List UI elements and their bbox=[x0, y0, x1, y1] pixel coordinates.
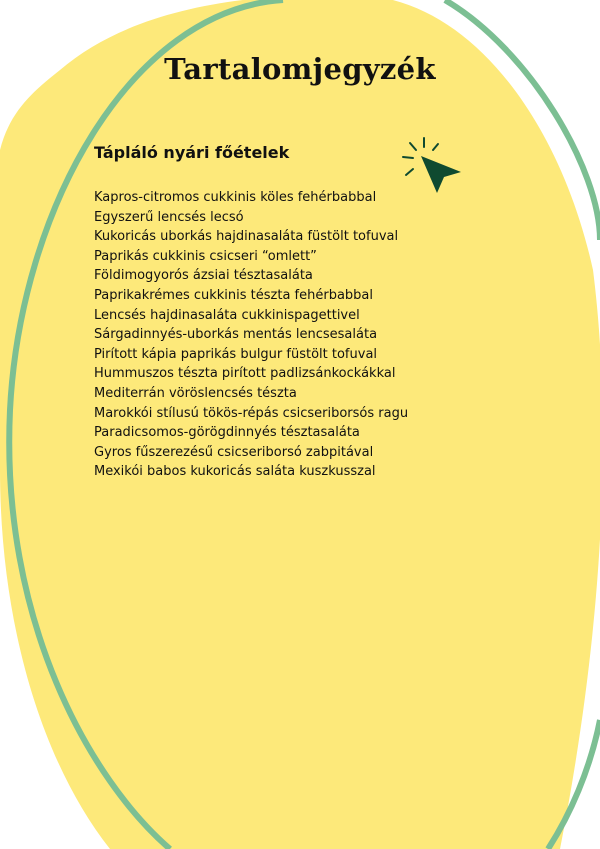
list-item: Gyros fűszerezésű csicseriborsó zabpitával bbox=[94, 444, 374, 460]
list-item: Mexikói babos kukoricás saláta kuszkusszal bbox=[94, 464, 376, 480]
recipe-list bbox=[94, 188, 408, 482]
list-item: Egyszerű lencsés lecsó bbox=[94, 209, 244, 225]
list-item: Sárgadinnyés-uborkás mentás lencsesaláta bbox=[94, 327, 378, 343]
list-item: Kukoricás uborkás hajdinasaláta füstölt tofuval bbox=[94, 229, 399, 245]
list-item: Hummuszos tészta pirított padlizsánkockákkal bbox=[94, 366, 396, 382]
section-heading: Tápláló nyári főételek bbox=[94, 143, 290, 162]
list-item: Paprikakrémes cukkinis tészta fehérbabbal bbox=[94, 287, 374, 303]
list-item: Kapros-citromos cukkinis köles fehérbabbal bbox=[94, 190, 377, 205]
list-item: Mediterrán vöröslencsés tészta bbox=[94, 385, 297, 401]
list-item: Paradicsomos-görögdinnyés tésztasaláta bbox=[94, 425, 360, 441]
list-item: Földimogyorós ázsiai tésztasaláta bbox=[94, 268, 313, 284]
list-item: Pirított kápia paprikás bulgur füstölt tofuval bbox=[94, 346, 378, 362]
page-title: Tartalomjegyzék bbox=[164, 52, 436, 86]
list-item: Lencsés hajdinasaláta cukkinispagettivel bbox=[94, 307, 360, 323]
list-item: Paprikás cukkinis csicseri “omlett” bbox=[94, 248, 317, 264]
click-cursor-icon bbox=[400, 136, 464, 198]
list-item: Marokkói stílusú tökös-répás csicseriborsós ragu bbox=[94, 405, 409, 421]
